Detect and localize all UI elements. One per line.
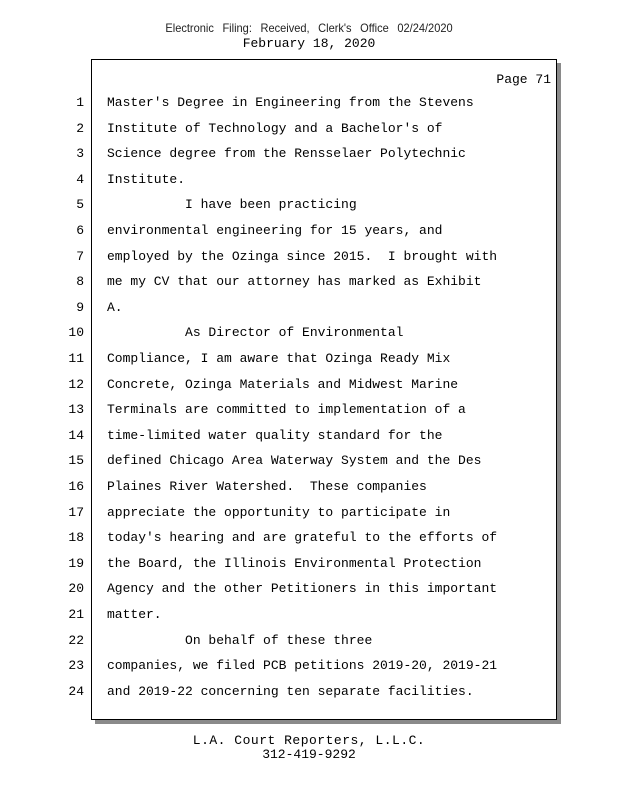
page-number: Page 71 — [496, 72, 551, 87]
line-text: me my CV that our attorney has marked as Exhibit — [107, 274, 482, 290]
line-text: environmental engineering for 15 years, and — [107, 223, 443, 238]
filing-stamp: Electronic Filing: Received, Clerk's Office 02/24/2020 — [165, 21, 453, 35]
line-number: 3 — [76, 146, 84, 162]
line-number: 16 — [68, 479, 84, 494]
line-number: 9 — [76, 299, 84, 315]
line-text: Master's Degree in Engineering from the Stevens — [107, 95, 474, 110]
footer-company: L.A. Court Reporters, L.L.C. — [192, 733, 426, 748]
line-number: 15 — [68, 453, 84, 469]
line-text: Science degree from the Rensselaer Polytechnic — [107, 146, 466, 162]
line-text: Terminals are committed to implementation of a — [107, 402, 466, 418]
line-number: 18 — [68, 530, 84, 546]
line-number: 10 — [68, 325, 84, 341]
line-text: employed by the Ozinga since 2015. I brought with — [107, 248, 498, 264]
line-text: Plaines River Watershed. These companies — [107, 479, 427, 494]
line-number: 8 — [76, 274, 84, 290]
line-text: Institute. — [107, 171, 186, 187]
line-number: 7 — [76, 248, 84, 264]
line-number: 22 — [68, 632, 84, 648]
line-number: 11 — [68, 351, 84, 366]
line-text: defined Chicago Area Waterway System and the Des — [107, 453, 482, 469]
line-number: 4 — [76, 171, 84, 187]
footer-phone: 312-419-9292 — [262, 747, 356, 762]
line-text: Agency and the other Petitioners in this important — [107, 581, 498, 597]
line-text: I have been practicing — [107, 197, 357, 213]
line-text: matter. — [107, 607, 162, 622]
line-number: 12 — [68, 376, 84, 392]
line-number: 13 — [68, 402, 84, 418]
line-text: Concrete, Ozinga Materials and Midwest Marine — [107, 376, 459, 392]
line-text: and 2019-22 concerning ten separate facilities. — [107, 683, 474, 699]
line-text: time-limited water quality standard for the — [107, 427, 443, 443]
line-number: 14 — [68, 427, 84, 443]
line-text: today's hearing and are grateful to the efforts of — [107, 530, 498, 546]
line-number: 24 — [68, 683, 84, 699]
line-text: the Board, the Illinois Environmental Protection — [107, 555, 482, 571]
line-text: companies, we filed PCB petitions 2019-20, 2019-21 — [107, 658, 498, 674]
line-number: 1 — [76, 95, 84, 110]
line-number: 2 — [76, 120, 84, 136]
line-number: 6 — [76, 223, 84, 238]
line-text: A. — [107, 299, 123, 315]
line-text: Institute of Technology and a Bachelor's of — [107, 120, 443, 136]
line-text: As Director of Environmental — [107, 325, 404, 341]
line-number: 20 — [68, 581, 84, 597]
line-text: Compliance, I am aware that Ozinga Ready Mix — [107, 351, 451, 366]
line-text: On behalf of these three — [107, 632, 373, 648]
line-text: appreciate the opportunity to participate in — [107, 504, 451, 520]
line-number: 21 — [68, 607, 84, 622]
line-number: 23 — [68, 658, 84, 674]
line-number: 19 — [68, 555, 84, 571]
line-number: 17 — [68, 504, 84, 520]
transcript-date: February 18, 2020 — [242, 36, 376, 51]
line-number: 5 — [76, 197, 84, 213]
